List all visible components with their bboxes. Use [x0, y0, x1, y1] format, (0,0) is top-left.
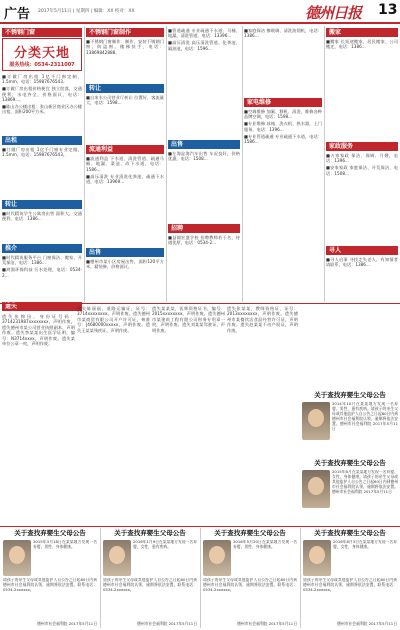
notice-signature: 德州市社会福利院 2017年5月11日	[337, 621, 397, 626]
notice-body: 请孩子的亲生父母或其他监护人自公告之日起60日内到德州市社会福利院认领，逾期将依法安置。联系电话：0534-2xxxxxx。	[103, 578, 197, 592]
abandoned-infant-notice	[300, 458, 400, 526]
notice-lead: 2016年8月3日在某某地方发现一名弃婴，女性，身体健康。	[333, 540, 397, 549]
notice-title: 关于查找弃婴生父母公告	[314, 391, 386, 399]
column-divider	[242, 26, 243, 302]
abandoned-infant-notice	[101, 528, 199, 628]
infant-photo	[3, 540, 31, 576]
notice-body: 请孩子的亲生父母或其他监护人自公告之日起60日内到德州市社会福利院认领，逾期将依法安置。联系电话：0534-2xxxxxx。	[203, 578, 297, 592]
lost-items-block	[2, 314, 75, 524]
abandoned-infant-notice	[300, 390, 400, 454]
notice-signature: 德州市社会福利院 2017年5月11日	[137, 621, 197, 626]
ad-item: ■时代精英服务平台 门窗保洁、搬家、开荒保洁，电话：1386...	[2, 255, 82, 266]
infant-photo	[103, 540, 131, 576]
ad-item: ■安家家政 家庭保洁、开荒保洁，电话：1508...	[326, 165, 398, 176]
col2-section-transfer: 转让	[86, 84, 164, 93]
issue-meta: 2017年5月11日 | 星期四 | 编辑：XX 校对：XX	[38, 9, 135, 14]
notice-signature: 德州市社会福利院 2017年5月11日	[237, 621, 297, 626]
col3-section-hiring: 招聘	[168, 224, 240, 233]
section-divider	[0, 303, 400, 304]
col4-ads-a	[244, 28, 322, 96]
lost-items-block	[227, 306, 298, 524]
infant-photo	[203, 540, 231, 576]
ad-item: ■专业维修 冰箱、洗衣机、热水器，上门服务，电话：1396...	[244, 121, 322, 132]
ad-item: ■专业管道疏通 专业疏通下水道，电话：1586...	[244, 133, 322, 145]
brand-hotline: 服务热线：0534-2311007	[9, 62, 75, 68]
col2-ads-a	[86, 39, 164, 83]
page-number: 13	[378, 2, 398, 18]
lost-item-text: 遗失某某某，医师资格证书，编号：2015xxxxxxxx，声明作废。遗失德州市某建筑工程有限公司财务专用章一枚，声明作废。遗失刘某某驾驶证，声明作废。	[152, 306, 225, 333]
column-divider	[166, 26, 167, 302]
ad-item: ■高压清洗 专业清洗化粪池、疏通下水道，电话：13969...	[86, 173, 164, 185]
lost-item-text: 遗失张某某，教师资格证，证号：2013xxxxxxxx，声明作废。遗失德州市某餐饮店食品经营许可证，声明作废。遗失赵某某不动产权证，声明作废。	[227, 306, 298, 333]
notice-title: 关于查找弃婴生父母公告	[214, 529, 286, 537]
notice-title: 关于查找弃婴生父母公告	[314, 459, 386, 467]
notice-lead: 2016年5月20日在某某地方发现一名弃婴，男性，身体健康。	[233, 540, 297, 549]
column-divider	[324, 26, 325, 302]
ad-item: ■自来水公司营业厅转让 位置好，客流量大，电话：1598...	[86, 95, 164, 106]
col5-ads-b	[326, 153, 398, 243]
ad-item: ■鸿润环保科技 污水处理，电话：0534-2...	[2, 267, 82, 278]
lost-item-text: 遗失陈丽丽，道路运输证，证号：3714xxxxxxxx，声明作废。遗失德州市某商贸有限公司开户许可证，核准号：J4680000xxxxx，声明作废。遗失王某某残疾证，声明作废。	[77, 306, 150, 333]
col5-section-moving: 搬家	[326, 28, 398, 37]
ad-item: ■订做厂房出租 1亿千门窗专业定做，1.5mm，电话：15987676543。	[2, 147, 82, 158]
lost-items-block	[77, 306, 150, 524]
ad-item: ■管道疏通 专业疏通下水道、马桶、地漏，清洗管道，电话：13396...	[168, 28, 240, 39]
section-title: 广告	[4, 7, 31, 22]
column-divider	[300, 528, 301, 628]
col5-section-search: 寻人	[326, 246, 398, 255]
ad-item: ■陈山办公楼出租：张山新区商业区办公楼出租，面积200平方米。	[2, 104, 82, 115]
col2-ads-b	[86, 95, 164, 143]
notice-body: 2015年6月在某某地方发现一名弃婴，女性，身体健康。请孩子的亲生父母或其他监护人自公告之日起60日内到德州市社会福利院认领，逾期将依法安置。德州市社会福利院 2017年5月11日	[332, 470, 398, 494]
ad-item: ■万家家政 保洁、保姆、月嫂，电话：1396...	[326, 153, 398, 164]
ad-item: ■时代精英学生公寓房出售 面积大，交通便利，电话：1386...	[2, 211, 82, 222]
notice-title: 关于查找弃婴生父母公告	[14, 529, 86, 537]
ad-item: ■不锈钢门窗制作：制作、安装不锈钢门窗，防盗窗，楼梯扶手，电话：13869842888。	[86, 39, 164, 55]
infant-photo	[302, 402, 330, 440]
newspaper-logo: 德州日报	[305, 4, 362, 22]
col2-top-bar: 不锈钢门窗制作	[86, 28, 164, 37]
col5-section-housekeeping: 家政服务	[326, 142, 398, 151]
ad-item: ■寻人启事 寻找走失老人，有知情者请联系，电话：1386...	[326, 257, 398, 268]
lost-item-text: 遗失张锦田，身份证号码：3714231987xxxxxxxx，声明作废。遗失德州市某公司营业执照副本，声明作废。遗失李某某出生医学证明，编号：N3714xxxx，声明作废。遗失某单位公章一枚，声明作废。	[2, 314, 75, 347]
col2-section-drain: 流通利益	[86, 145, 164, 154]
ad-item: ■订做厂房出租 1亿千门窗定制，1.5mm，电话：15987676543。	[2, 74, 82, 85]
notice-lead: 2016年1月9日在某某地方发现一名弃婴，女性，患有疾病。	[133, 540, 197, 549]
col4-section-appliance: 家电维修	[244, 98, 322, 107]
ad-item: ■流通利益 下水道、清洗管道、疏通马桶、地漏、菜池、改下水道，电话：1586...	[86, 156, 164, 172]
col5-ads-c	[326, 257, 398, 301]
page-header	[0, 0, 400, 24]
col1-ads-c	[2, 211, 82, 243]
notice-body: 请孩子的亲生父母或其他监护人自公告之日起60日内到德州市社会福利院认领，逾期将依法安置。联系电话：0534-2xxxxxx。	[303, 578, 397, 592]
abandoned-infant-notice	[1, 528, 99, 628]
col1-section-transfer: 转让	[2, 200, 82, 209]
notice-title: 关于查找弃婴生父母公告	[314, 529, 386, 537]
col3-ads-a	[168, 28, 240, 138]
ad-item: ■德州市某小区房屋出售，面积120平方米，精装修，价格面议。	[86, 259, 164, 270]
ad-item: ■左海淀海汽车出售 车况良好，价格优惠，电话：1508...	[168, 151, 240, 162]
ad-item: ■高压清洗 高压清洗管道、化粪池、隔油池，电话：1596...	[168, 40, 240, 51]
col3-ads-b	[168, 151, 240, 223]
notice-lead: 2015年3月18日在某某地方发现一名弃婴，男性，身体健康。	[33, 540, 97, 549]
column-divider	[100, 528, 101, 628]
col1-section-lost: 遗失	[2, 302, 82, 311]
notice-signature: 德州市社会福利院 2017年5月11日	[37, 621, 97, 626]
col1-ads-a	[2, 74, 82, 134]
col1-section-promo: 推介	[2, 244, 82, 253]
column-divider	[200, 528, 201, 628]
col5-ads-a	[326, 39, 398, 139]
infant-photo	[303, 540, 331, 576]
notice-body: 请孩子的亲生父母或其他监护人自公告之日起60日内到德州市社会福利院认领，逾期将依法安置。联系电话：0534-2xxxxxx。	[3, 578, 97, 592]
col2-section-sale: 出售	[86, 248, 164, 257]
col2-ads-c	[86, 156, 164, 246]
col3-ads-c	[168, 235, 240, 301]
infant-photo	[302, 470, 330, 508]
column-divider	[84, 26, 85, 302]
notice-body: 2014年10月在某某地方发现一名弃婴，男性，患有疾病。请孩子的亲生父母或其他监护人自公告之日起60日内到德州市社会福利院认领，逾期将依法安置。德州市社会福利院 2017年5月11日	[332, 402, 398, 431]
notice-title: 关于查找弃婴生父母公告	[114, 529, 186, 537]
abandoned-infant-notice	[301, 528, 399, 628]
brand-title: 分类天地	[13, 46, 70, 61]
col1-top-bar: 不锈钢门窗	[2, 28, 82, 37]
col3-section-sale: 出售	[168, 140, 240, 149]
classified-brand-box	[2, 38, 82, 71]
ad-item: ■家庭保洁 擦玻璃、清洗油烟机，电话：1386...	[244, 28, 322, 39]
col1-ads-d	[2, 255, 82, 300]
col1-section-rent: 出租	[2, 136, 82, 145]
abandoned-infant-notice	[201, 528, 299, 628]
col1-ads-b	[2, 147, 82, 199]
ad-item: ■空调维修 加氟、移机、清洗、维修各种品牌空调，电话：1598...	[244, 109, 322, 120]
ad-item: ■益阁宏盛学校 招聘教师若干名，待遇优厚，电话：0534-2...	[168, 235, 240, 246]
lost-items-block	[152, 306, 225, 524]
col2-ads-d	[86, 259, 164, 301]
ad-item: ■搬家 长短途搬家、居民搬家、公司搬迁，电话：1386...	[326, 39, 398, 50]
section-divider	[0, 526, 400, 527]
col4-ads-b	[244, 109, 322, 301]
ad-item: ■订做厂房出租价格便宜 独立院落，交通便利，水电齐全，价格面议，电话：13869...。	[2, 86, 82, 103]
